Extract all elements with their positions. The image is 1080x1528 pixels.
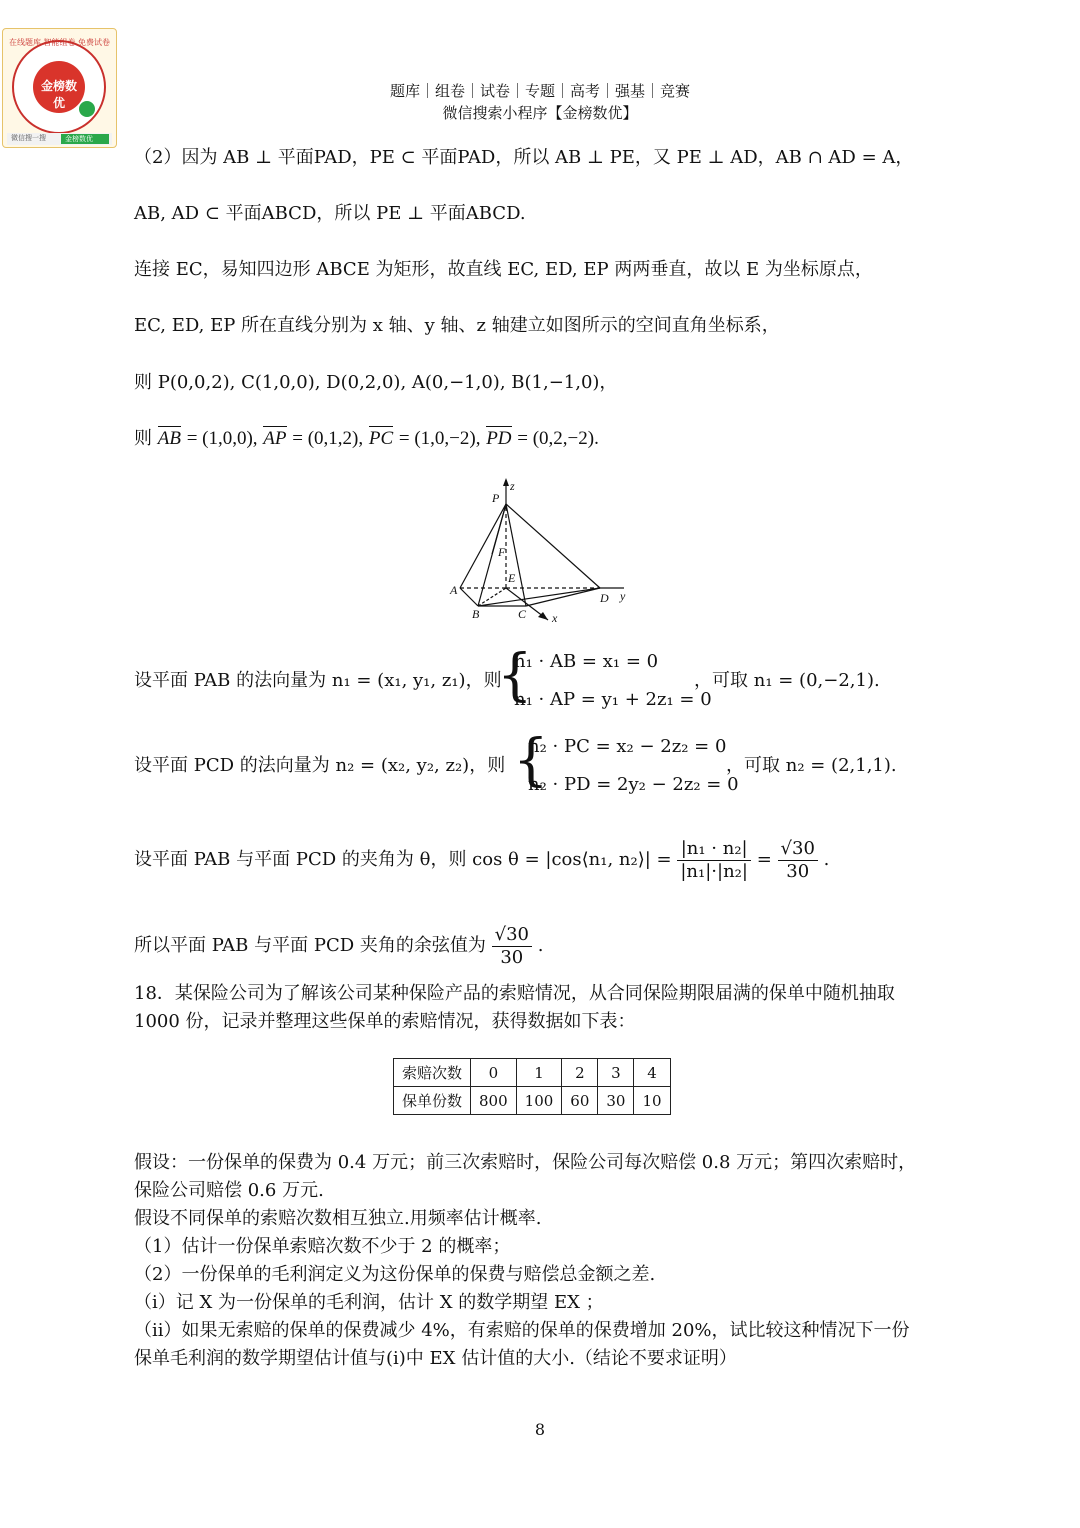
page-number: 8 — [534, 1420, 546, 1439]
qr-ring-text: 在线题库 智能组卷 免费试卷 — [8, 38, 111, 47]
qr-footer-right: 金榜数优 — [65, 135, 93, 143]
table-cell: 100 — [516, 1087, 562, 1115]
n2-lead: 设平面 PCD 的法向量为 n₂ = (x₂, y₂, z₂)，则 — [134, 755, 506, 776]
q18-assumption-3: 假设不同保单的索赔次数相互独立.用频率估计概率. — [134, 1208, 542, 1229]
n2-equation-2: n₂ · PD = 2y₂ − 2z₂ = 0 — [528, 774, 739, 795]
angle-lead: 设平面 PAB 与平面 PCD 的夹角为 θ，则 cos θ = |cos⟨n₁, n₂⟩| = — [134, 849, 672, 871]
q18-part-1: （1）估计一份保单索赔次数不少于 2 的概率； — [134, 1236, 511, 1257]
table-row — [394, 1059, 671, 1087]
vector-ab-value: = (1,0,0), — [186, 428, 258, 449]
table-row-header: 保单份数 — [394, 1087, 471, 1115]
angle-equals: = — [756, 849, 772, 871]
angle-fraction-denominator: |n₁|·|n₂| — [680, 860, 748, 882]
q18-stem-2: 1000 份，记录并整理这些保单的索赔情况，获得数据如下表： — [134, 1011, 636, 1032]
n1-equation-1: n₁ · AB = x₁ = 0 — [514, 651, 659, 672]
qr-footer-left: 微信搜一搜 — [11, 134, 46, 142]
label-f: F — [498, 545, 506, 559]
q18-part-2: （2）一份保单的毛利润定义为这份保单的保费与赔偿总金额之差. — [134, 1264, 656, 1285]
conclusion-lead: 所以平面 PAB 与平面 PCD 夹角的余弦值为 — [134, 935, 486, 957]
vector-pd-name: PD — [486, 428, 512, 449]
solution-line-4: EC, ED, EP 所在直线分别为 x 轴、y 轴、z 轴建立如图所示的空间直角坐标系， — [134, 315, 780, 336]
table-cell: 30 — [598, 1087, 634, 1115]
claims-table — [393, 1058, 671, 1115]
table-cell: 4 — [634, 1059, 670, 1087]
label-d: D — [600, 591, 609, 605]
solution-line-2: AB, AD ⊂ 平面ABCD，所以 PE ⊥ 平面ABCD. — [134, 203, 526, 224]
angle-value-fraction — [778, 838, 818, 882]
solution-line-1: （2）因为 AB ⊥ 平面PAD，PE ⊂ 平面PAD，所以 AB ⊥ PE，又 PE ⊥ AD，AB ∩ AD = A， — [134, 147, 914, 168]
q18-part-2-ii-line-1: （ii）如果无索赔的保单的保费减少 4%，有索赔的保单的保费增加 20%，试比较这种情况下一份 — [134, 1320, 910, 1341]
n1-lead: 设平面 PAB 的法向量为 n₁ = (x₁, y₁, z₁)，则 — [134, 670, 502, 691]
table-cell: 60 — [562, 1087, 598, 1115]
label-a: A — [450, 583, 458, 597]
vectors-line — [134, 428, 599, 451]
q18-assumption-1: 假设：一份保单的保费为 0.4 万元；前三次索赔时，保险公司每次赔偿 0.8 万元；第四次索赔时， — [134, 1152, 917, 1173]
label-c: C — [518, 607, 527, 621]
edge-ab — [460, 588, 478, 606]
q18-stem-1: 18．某保险公司为了解该公司某种保险产品的索赔情况，从合同保险期限届满的保单中随机抽取 — [134, 983, 895, 1004]
vector-pc-name: PC — [368, 428, 394, 449]
q18-assumption-2: 保险公司赔偿 0.6 万元. — [134, 1180, 324, 1201]
vector-ab-name: AB — [157, 428, 181, 449]
n2-equation-1: n₂ · PC = x₂ − 2z₂ = 0 — [528, 736, 727, 757]
vector-ap-name: AP — [263, 428, 287, 449]
n1-brace: { — [497, 643, 533, 708]
qr-center-text: 金榜数优 — [40, 79, 77, 110]
conclusion-fraction — [492, 924, 532, 968]
solution-line-5: 则 P(0,0,2), C(1,0,0), D(0,2,0), A(0,−1,0), B(1,−1,0)， — [134, 372, 618, 393]
angle-fraction — [677, 838, 751, 882]
conclusion-denominator: 30 — [500, 946, 524, 968]
conclusion-numerator: √30 — [492, 924, 532, 947]
n2-brace: { — [513, 728, 549, 793]
n2-result: ，可取 n₂ = (2,1,1). — [726, 755, 897, 776]
vector-pc-value: = (1,0,−2), — [398, 428, 481, 449]
table-cell: 800 — [471, 1087, 517, 1115]
angle-value-denominator: 30 — [786, 860, 810, 882]
vector-pd-value: = (0,2,−2). — [517, 428, 599, 449]
header-mini-program: 微信搜索小程序【金榜数优】 — [442, 104, 638, 122]
q18-part-2-i: （i）记 X 为一份保单的毛利润，估计 X 的数学期望 EX ； — [134, 1292, 604, 1313]
table-cell: 3 — [598, 1059, 634, 1087]
table-row-header: 索赔次数 — [394, 1059, 471, 1087]
table-cell: 0 — [471, 1059, 517, 1087]
label-x: x — [552, 611, 558, 625]
n1-result: ，可取 n₁ = (0,−2,1). — [694, 670, 880, 691]
table-cell: 1 — [516, 1059, 562, 1087]
conclusion-end: . — [537, 935, 544, 957]
label-y: y — [620, 589, 626, 603]
z-axis-arrow — [503, 478, 509, 486]
pyramid-figure — [440, 478, 640, 628]
table-cell: 10 — [634, 1087, 670, 1115]
table-row — [394, 1087, 671, 1115]
label-b: B — [472, 607, 480, 621]
angle-fraction-numerator: |n₁ · n₂| — [677, 838, 751, 861]
label-e: E — [508, 571, 516, 585]
n1-equation-2: n₁ · AP = y₁ + 2z₁ = 0 — [514, 689, 712, 710]
table-cell: 2 — [562, 1059, 598, 1087]
angle-value-numerator: √30 — [778, 838, 818, 861]
solution-line-3: 连接 EC，易知四边形 ABCE 为矩形，故直线 EC, ED, EP 两两垂直，故以 E 为坐标原点， — [134, 259, 873, 280]
conclusion-line — [134, 924, 543, 968]
header-nav: 题库｜组卷｜试卷｜专题｜高考｜强基｜竞赛 — [389, 82, 690, 100]
vectors-prefix: 则 — [134, 428, 152, 449]
angle-end: . — [823, 849, 830, 871]
label-p: P — [492, 491, 500, 505]
vector-ap-value: = (0,1,2), — [292, 428, 364, 449]
q18-part-2-ii-line-2: 保单毛利润的数学期望估计值与(i)中 EX 估计值的大小.（结论不要求证明） — [134, 1348, 737, 1369]
label-z: z — [510, 479, 515, 493]
angle-line — [134, 838, 829, 882]
